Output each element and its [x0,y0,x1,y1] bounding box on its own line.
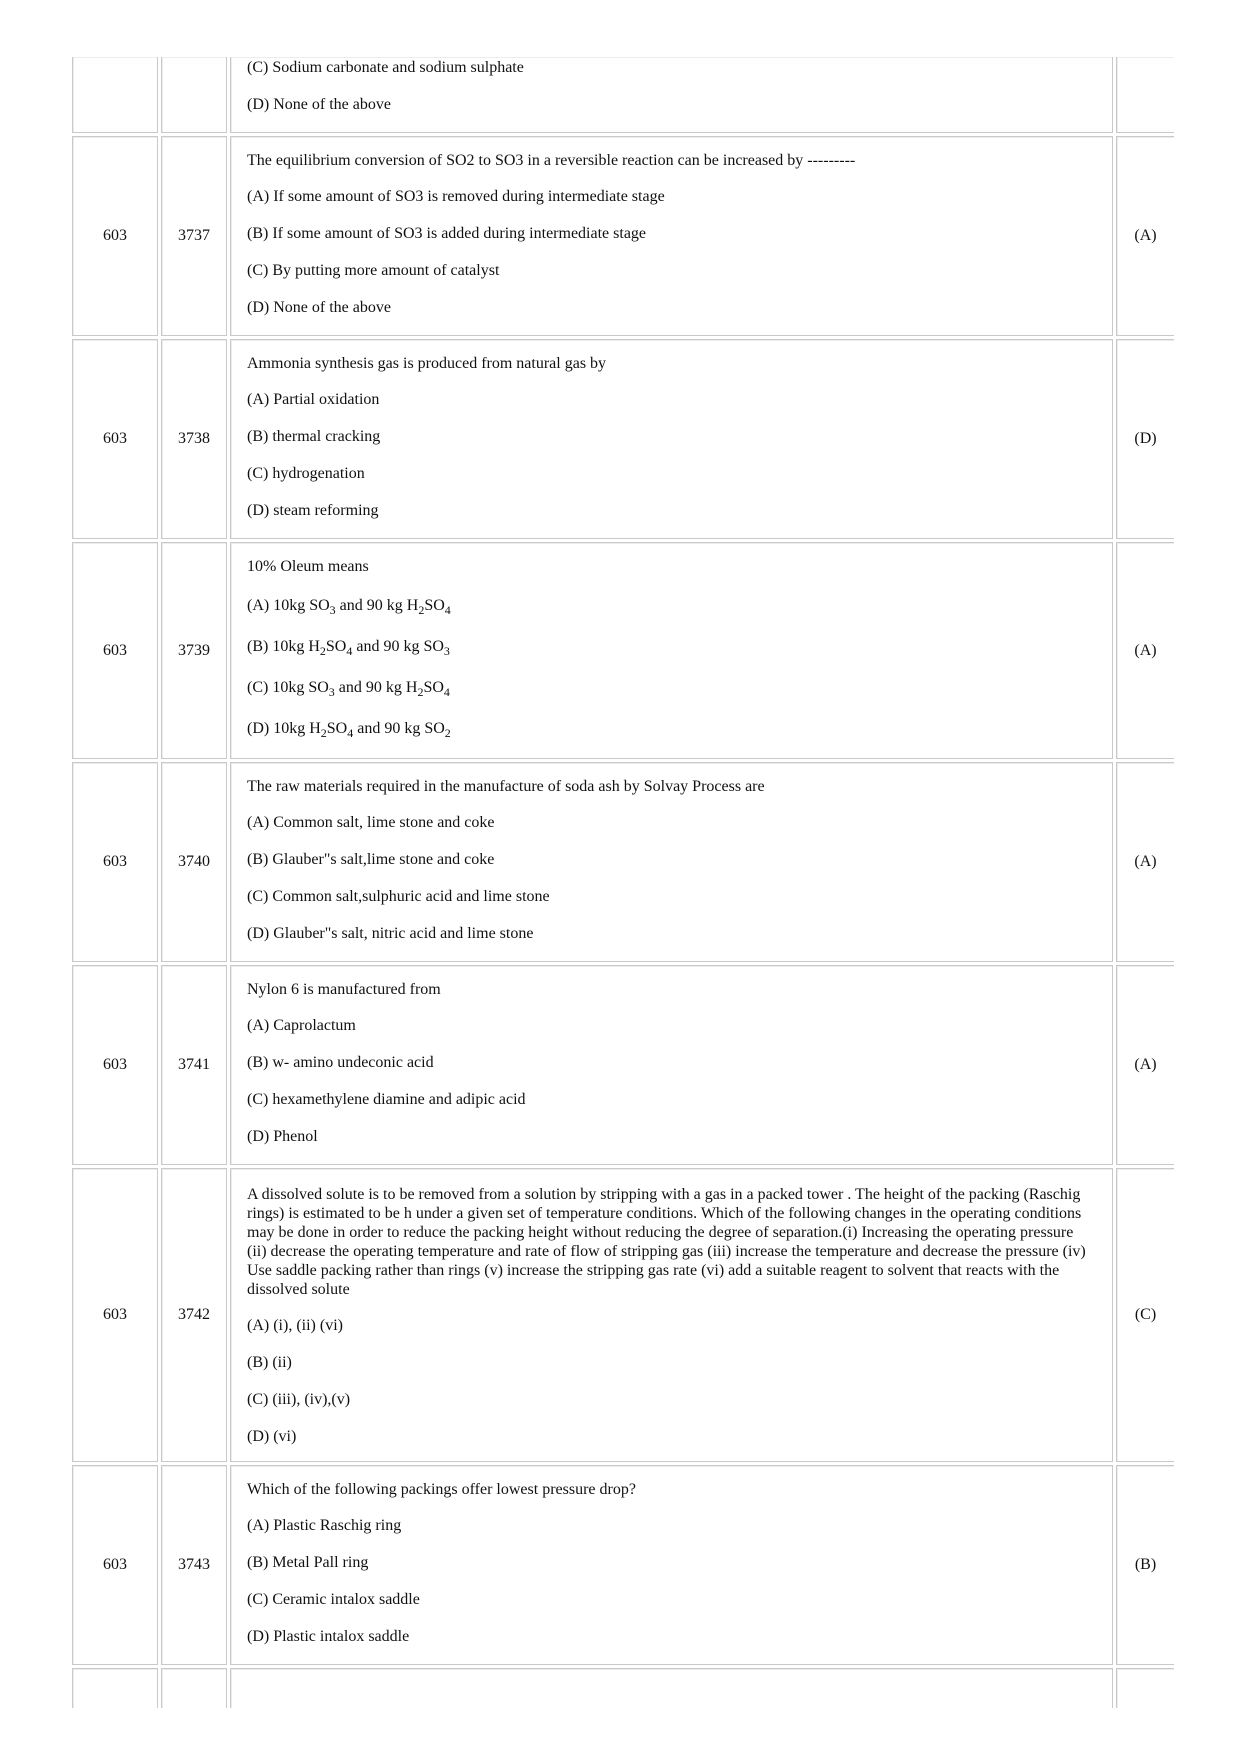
answer-cell: (A) [1116,542,1174,759]
option-a: (A) Partial oxidation [247,391,380,408]
qno-cell: 3739 [161,542,227,759]
question-text: Nylon 6 is manufactured from [247,981,441,998]
answer-cell: (C) [1116,1168,1174,1462]
qno-cell: 3738 [161,339,227,539]
option-d: (D) (vi) [247,1428,297,1445]
option-c: (C) 10kg $SO_3$ and 90 kg $H_2SO_4$ [247,679,450,699]
qno-cell: 3743 [161,1465,227,1665]
question-cell [230,762,1113,962]
question-text: The raw materials required in the manufacture of soda ash by Solvay Process are [247,778,765,795]
option-b: (B) (ii) [247,1354,292,1371]
option-c: (C) hexamethylene diamine and adipic acid [247,1091,526,1108]
option-c: (C) Common salt,sulphuric acid and lime stone [247,888,550,905]
subject-cell: 603 [72,1168,158,1462]
option-c: (C) Sodium carbonate and sodium sulphate [247,59,524,76]
table-row [72,57,1174,133]
qno-cell: 3741 [161,965,227,1165]
subject-cell: 603 [72,136,158,336]
subject-cell: 603 [72,542,158,759]
table-row [72,339,1174,539]
option-b: (B) thermal cracking [247,428,381,445]
option-d: (D) Plastic intalox saddle [247,1628,410,1645]
qno-cell: 3737 [161,136,227,336]
qno-cell: 3740 [161,762,227,962]
option-b: (B) Metal Pall ring [247,1554,369,1571]
question-text: Ammonia synthesis gas is produced from natural gas by [247,355,607,372]
option-b: (B) w- amino undeconic acid [247,1054,434,1071]
question-cell [230,57,1113,133]
subject-cell: 603 [72,1465,158,1665]
option-c: (C) (iii), (iv),(v) [247,1391,351,1408]
qno-cell: 3742 [161,1168,227,1462]
subject-cell: 603 [72,965,158,1165]
option-a: (A) Plastic Raschig ring [247,1517,402,1534]
option-d: (D) Glauber"s salt, nitric acid and lime stone [247,925,534,942]
table-row [72,1465,1174,1665]
option-d: (D) None of the above [247,96,391,113]
table-row [72,136,1174,336]
answer-cell: (D) [1116,339,1174,539]
option-b: (B) Glauber"s salt,lime stone and coke [247,851,495,868]
question-cell [230,1168,1113,1462]
option-a: (A) (i), (ii) (vi) [247,1317,343,1334]
answer-cell: (B) [1116,1465,1174,1665]
subject-cell: 603 [72,762,158,962]
option-c: (C) Ceramic intalox saddle [247,1591,420,1608]
question-cell [230,542,1113,759]
table-row [72,965,1174,1165]
option-a: (A) Common salt, lime stone and coke [247,814,495,831]
question-cell [230,136,1113,336]
table-row [72,542,1174,759]
table-row [72,1668,1174,1708]
option-b: (B) If some amount of SO3 is added during intermediate stage [247,225,647,242]
option-d: (D) Phenol [247,1128,318,1145]
qno-cell [161,1668,227,1708]
answer-cell: (A) [1116,762,1174,962]
question-cell [230,339,1113,539]
option-a: (A) If some amount of SO3 is removed during intermediate stage [247,188,665,205]
option-a: (A) Caprolactum [247,1017,356,1034]
answer-cell [1116,1668,1174,1708]
question-text: Which of the following packings offer lowest pressure drop? [247,1481,636,1498]
subject-cell [72,1668,158,1708]
question-table [72,0,1174,1711]
subject-cell [72,57,158,133]
table-row [72,762,1174,962]
option-c: (C) hydrogenation [247,465,365,482]
option-d: (D) 10kg $H_2SO_4$ and 90 kg $SO_2$ [247,720,451,740]
answer-cell [1116,57,1174,133]
answer-cell: (A) [1116,136,1174,336]
option-c: (C) By putting more amount of catalyst [247,262,500,279]
question-text: A dissolved solute is to be removed from a solution by stripping with a gas in a packed tower . The height of the packing (Raschig rings) is estimated to be h under a given set of temperature conditions. Which of the following changes in the operating conditions may be done in order to reduce the packing height without reducing the degree of separation.(i) Increasing the operating pressure (ii) decrease the operating temperature and rate of flow of stripping gas (iii) increase the temperature and decrease the pressure (iv) Use saddle packing rather than rings (v) increase the stripping gas rate (vi) add a suitable reagent to solvent that reacts with the dissolved solute [247,1186,1086,1298]
question-cell [230,1668,1113,1708]
option-d: (D) steam reforming [247,502,379,519]
question-text: 10% Oleum means [247,558,369,575]
option-a: (A) 10kg $SO_3$ and 90 kg $H_2SO_4$ [247,597,451,617]
question-cell [230,1465,1113,1665]
question-text: The equilibrium conversion of SO2 to SO3 in a reversible reaction can be increased by --------- [247,152,856,169]
option-d: (D) None of the above [247,299,391,316]
question-cell [230,965,1113,1165]
option-b: (B) 10kg $H_2SO_4$ and 90 kg $SO_3$ [247,638,450,658]
qno-cell [161,57,227,133]
answer-cell: (A) [1116,965,1174,1165]
table-row [72,1168,1174,1462]
subject-cell: 603 [72,339,158,539]
